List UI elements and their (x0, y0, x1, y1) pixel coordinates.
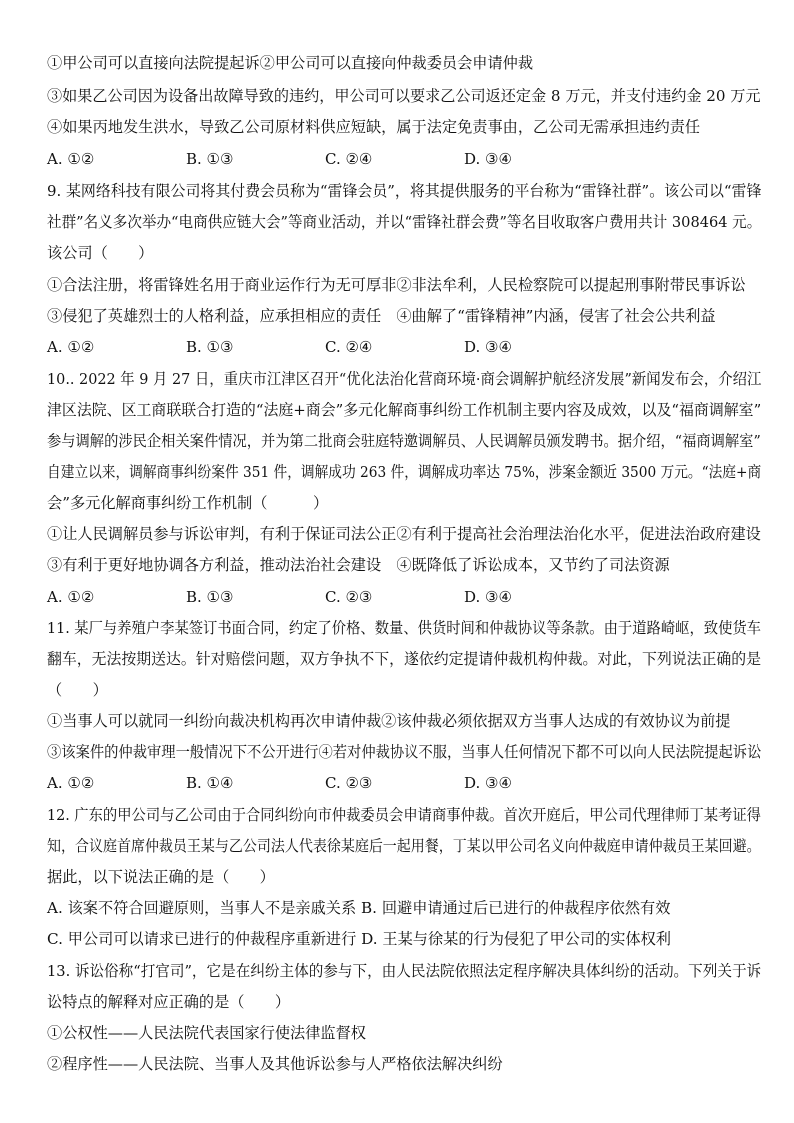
q9-statement-2: ③侵犯了英雄烈士的人格利益，应承担相应的责任 ④曲解了“雷锋精神”内涵，侵害了社会公共利益 (47, 307, 716, 325)
q11-statement-2: ③该案件的仲裁审理一般情况下不公开进行④若对仲裁协议不服，当事人任何情况下都不可以向人民法院提起诉讼 (47, 743, 762, 761)
q10-stem-line-4: 自建立以来，调解商事纠纷案件 351 件，调解成功 263 件，调解成功率达 75%，涉案金额近 3500 万元。“法庭+商 (47, 463, 762, 481)
q11-statement-1: ①当事人可以就同一纠纷向裁决机构再次申请仲裁②该仲裁必须依据双方当事人达成的有效协议为前提 (47, 712, 731, 730)
q13-statement-1: ①公权性——人民法院代表国家行使法律监督权 (47, 1024, 366, 1042)
q12-options-line-1[interactable]: A. 该案不符合回避原则，当事人不是亲戚关系 B. 回避申请通过后已进行的仲裁程序依然有效 (47, 899, 671, 917)
q9-option-c[interactable]: C. ②④ (325, 338, 373, 356)
q8-option-b[interactable]: B. ①③ (186, 150, 234, 168)
q8-options (47, 149, 761, 169)
q11-options (47, 773, 761, 793)
q8-option-a[interactable]: A. ①② (47, 150, 95, 168)
q9-statement-1: ①合法注册，将雷锋姓名用于商业运作行为无可厚非②非法牟利，人民检察院可以提起刑事附带民事诉讼 (47, 276, 746, 294)
q10-option-d[interactable]: D. ③④ (464, 588, 512, 606)
q9-options (47, 337, 761, 357)
q10-option-b[interactable]: B. ①③ (186, 588, 234, 606)
q10-option-c[interactable]: C. ②③ (325, 588, 373, 606)
q9-stem-line-1: 9. 某网络科技有限公司将其付费会员称为“雷锋会员”，将其提供服务的平台称为“雷锋社群”。该公司以“雷锋 (47, 182, 762, 200)
q11-stem-line-1: 11. 某厂与养殖户李某签订书面合同，约定了价格、数量、供货时间和仲裁协议等条款。由于道路崎岖，致使货车 (47, 619, 761, 637)
q12-stem-line-3: 据此，以下说法正确的是（ ） (47, 868, 275, 886)
q10-statement-2: ③有利于更好地协调各方利益，推动法治社会建设 ④既降低了诉讼成本，又节约了司法资源 (47, 556, 670, 574)
q12-stem-line-2: 知，合议庭首席仲裁员王某与乙公司法人代表徐某庭后一起用餐，丁某以甲公司名义向仲裁庭申请仲裁员王某回避。 (47, 837, 761, 855)
q12-stem-line-1: 12. 广东的甲公司与乙公司由于合同纠纷向市仲裁委员会申请商事仲裁。首次开庭后，甲公司代理律师丁某考证得 (47, 806, 761, 824)
q13-stem-line-2: 讼特点的解释对应正确的是（ ） (47, 993, 290, 1011)
q9-option-b[interactable]: B. ①③ (186, 338, 234, 356)
q10-stem-line-1: 10.. 2022 年 9 月 27 日，重庆市江津区召开“优化法治化营商环境·商会调解护航经济发展”新闻发布会，介绍江 (47, 370, 762, 388)
q10-options (47, 587, 761, 607)
q8-statement-2: ③如果乙公司因为设备出故障导致的违约，甲公司可以要求乙公司返还定金 8 万元，并支付违约金 20 万元 (47, 87, 761, 105)
q11-option-d[interactable]: D. ③④ (464, 774, 512, 792)
q10-statement-1: ①让人民调解员参与诉讼审判，有利于保证司法公正②有利于提高社会治理法治化水平，促进法治政府建设 (47, 525, 761, 543)
q12-options-line-2[interactable]: C. 甲公司可以请求已进行的仲裁程序重新进行 D. 王某与徐某的行为侵犯了甲公司的实体权利 (47, 930, 671, 948)
q11-stem-line-2: 翻车，无法按期送达。针对赔偿问题，双方争执不下，遂依约定提请仲裁机构仲裁。对此，下列说法正确的是 (47, 650, 761, 668)
q8-option-c[interactable]: C. ②④ (325, 150, 373, 168)
q8-option-d[interactable]: D. ③④ (464, 150, 512, 168)
q9-stem-line-3: 该公司（ ） (47, 244, 154, 262)
q8-statement-1: ①甲公司可以直接向法院提起诉②甲公司可以直接向仲裁委员会申请仲裁 (47, 54, 533, 72)
q13-statement-2: ②程序性——人民法院、当事人及其他诉讼参与人严格依法解决纠纷 (47, 1055, 503, 1073)
q11-option-a[interactable]: A. ①② (47, 774, 95, 792)
q9-stem-line-2: 社群”名义多次举办“电商供应链大会”等商业活动，并以“雷锋社群会费”等名目收取客户费用共计 308464 元。 (47, 213, 762, 231)
q13-stem-line-1: 13. 诉讼俗称“打官司”，它是在纠纷主体的参与下，由人民法院依照法定程序解决具体纠纷的活动。下列关于诉 (47, 962, 762, 980)
q11-option-c[interactable]: C. ②③ (325, 774, 373, 792)
q8-statement-3: ④如果丙地发生洪水，导致乙公司原材料供应短缺，属于法定免责事由，乙公司无需承担违约责任 (47, 118, 701, 136)
q10-stem-line-3: 参与调解的涉民企相关案件情况，并为第二批商会驻庭特邀调解员、人民调解员颁发聘书。据介绍，“福商调解室” (47, 432, 761, 450)
q11-stem-line-3: （ ） (47, 681, 108, 699)
q11-option-b[interactable]: B. ①④ (186, 774, 234, 792)
q9-option-d[interactable]: D. ③④ (464, 338, 512, 356)
q10-stem-line-2: 津区法院、区工商联联合打造的“法庭+商会”多元化解商事纠纷工作机制主要内容及成效，以及“福商调解室” (47, 401, 762, 419)
q9-option-a[interactable]: A. ①② (47, 338, 95, 356)
q10-option-a[interactable]: A. ①② (47, 588, 95, 606)
q10-stem-line-5: 会”多元化解商事纠纷工作机制（ ） (47, 494, 329, 512)
